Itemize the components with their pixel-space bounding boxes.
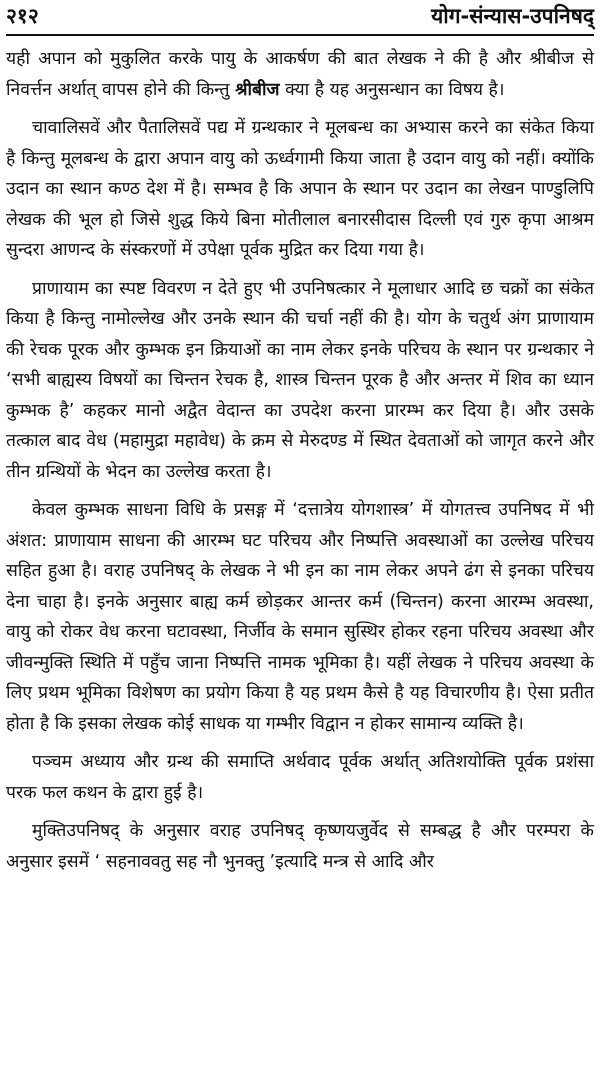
paragraph-4: केवल कुम्भक साधना विधि के प्रसङ्ग में ‘दत्तात्रेय योगशास्त्र’ में योगतत्त्व उपनिषद में भी अंशत: प्राणायाम साधना की आरम्भ घट परिचय और निष्पत्ति अवस्थाओं का उल्लेख परिचय सहित हुआ है। वराह उपनिषद् के लेखक ने भी इन का नाम लेकर अपने ढंग से इनका परिचय देना चाहा है। इनके अनुसार बाह्य कर्म छोड़कर आन्तर कर्म (चिन्तन) करना आरम्भ अवस्था, वायु को रोकर वेध करना घटावस्था, निर्जीव के समान सुस्थिर होकर रहना परिचय अवस्था और जीवन्मुक्ति स्थिति में पहुँच जाना निष्पत्ति नामक भूमिका है। यहीं लेखक ने परिचय अवस्था के लिए प्रथम भूमिका विशेषण का प्रयोग किया है यह प्रथम कैसे है यह विचारणीय है। ऐसा प्रतीत होता है कि इसका लेखक कोई साधक या गम्भीर विद्वान न होकर सामान्य व्यक्ति है। [6, 500, 594, 734]
paragraph-2: चावालिसवें और पैतालिसवें पद्य में ग्रन्थकार ने मूलबन्ध का अभ्यास करने का संकेत किया है किन्तु मूलबन्ध के द्वारा अपान वायु को ऊर्ध्वगामी किया जाता है उदान वायु को नहीं। क्योंकि उदान का स्थान कण्ठ देश में है। सम्भव है कि अपान के स्थान पर उदान का लेखन पाण्डुलिपि लेखक की भूल हो जिसे शुद्ध किये बिना मोतीलाल बनारसीदास दिल्ली एवं गुरु कृपा आश्रम सुन्दरा आणन्द के संस्करणों में उपेक्षा पूर्वक मुद्रित कर दिया गया है। [6, 118, 594, 260]
paragraph-3: प्राणायाम का स्पष्ट विवरण न देते हुए भी उपनिषत्कार ने मूलाधार आदि छ चक्रों का संकेत किया है किन्तु नामोल्लेख और उनके स्थान की चर्चा नहीं की है। योग के चतुर्थ अंग प्राणायाम की रेचक पूरक और कुम्भक इन क्रियाओं का नाम लेकर इनके परिचय के स्थान पर ग्रन्थकार ने ‘सभी बाह्यस्य विषयों का चिन्तन रेचक है, शास्त्र चिन्तन पूरक है और अन्तर में शिव का ध्यान कुम्भक है’ कहकर मानो अद्वैत वेदान्त का उपदेश करना प्रारम्भ कर दिया है। और उसके तत्काल बाद वेध (महामुद्रा महावेध) के क्रम से मेरुदण्ड में स्थित देवताओं को जागृत करने और तीन ग्रन्थियों के भेदन का उल्लेख करता है। [6, 278, 594, 482]
paragraph-6: मुक्तिउपनिषद् के अनुसार वराह उपनिषद् कृष्णयजुर्वेद से सम्बद्ध है और परम्परा के अनुसार इसमें ‘ सहनाववतु सह नौ भुनक्तु ’इत्यादि मन्त्र से आदि और [6, 821, 594, 872]
page-number: २१२ [6, 4, 39, 28]
body-text [6, 44, 594, 885]
running-title: योग-संन्यास-उपनिषद् [431, 4, 594, 28]
paragraph-1 [6, 44, 594, 105]
paragraph-1-part-1: यही अपान को मुकुलित करके पायु के आकर्षण की बात लेखक ने की है और श्रीबीज से निवर्त्तन अर्थात् वापस होने की किन्तु [6, 49, 594, 100]
running-header [6, 0, 594, 36]
paragraph-5: पञ्चम अध्याय और ग्रन्थ की समाप्ति अर्थवाद पूर्वक अर्थात् अतिशयोक्ति पूर्वक प्रशंसा परक फल कथन के द्वारा हुई है। [6, 752, 594, 803]
paragraph-1-bold-term: श्रीबीज [235, 79, 280, 100]
paragraph-1-part-2: क्या है यह अनुसन्धान का विषय है। [279, 79, 505, 100]
